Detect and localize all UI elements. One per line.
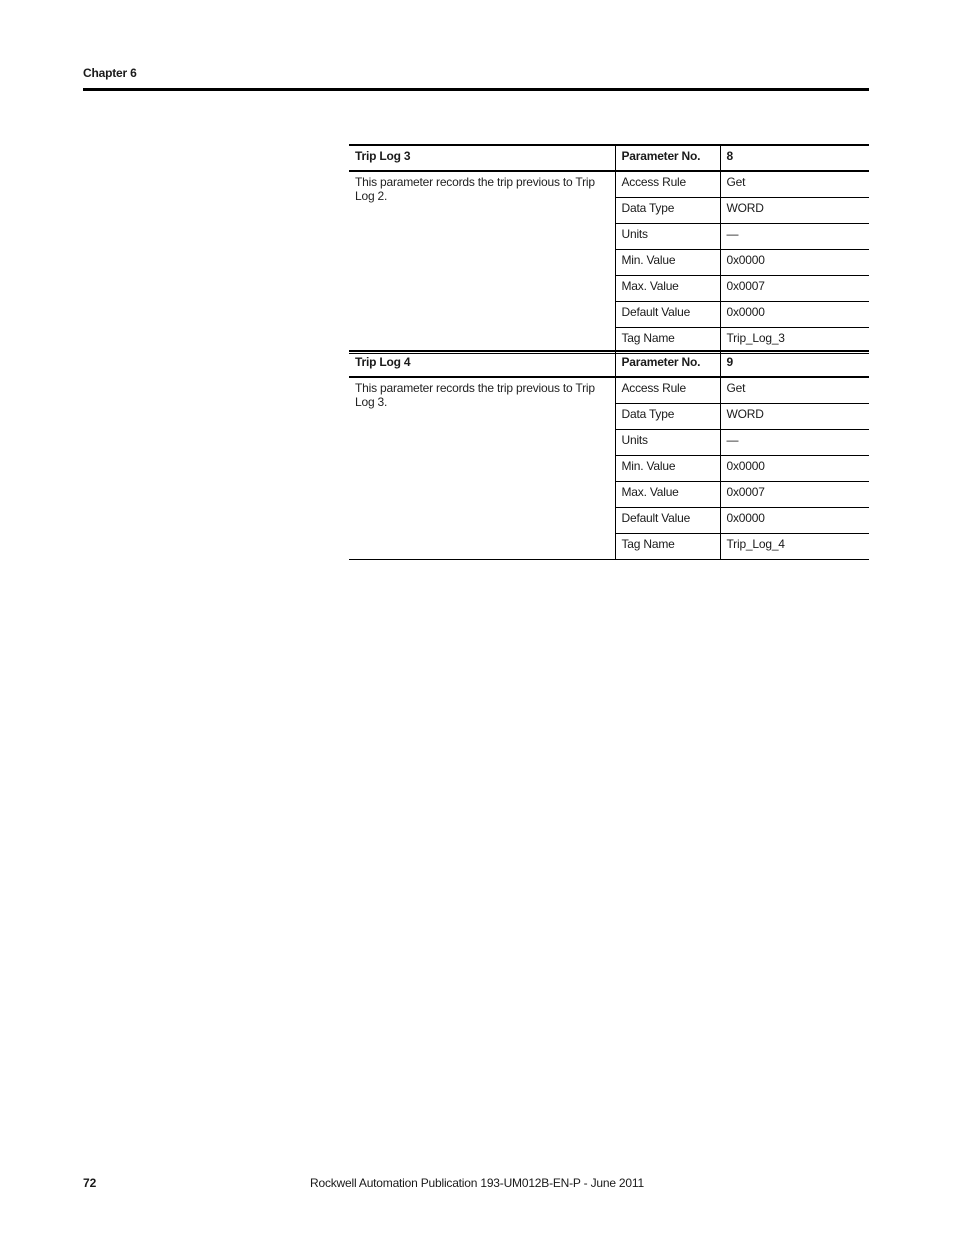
parameter-title: Trip Log 3	[349, 145, 615, 171]
row-value: WORD	[720, 198, 869, 224]
row-value: Trip_Log_4	[720, 534, 869, 560]
row-label: Tag Name	[615, 534, 720, 560]
row-label: Data Type	[615, 198, 720, 224]
row-label: Max. Value	[615, 482, 720, 508]
row-label: Access Rule	[615, 377, 720, 404]
row-value: Get	[720, 171, 869, 198]
row-value: 0x0000	[720, 456, 869, 482]
chapter-label: Chapter 6	[83, 66, 137, 80]
row-value: —	[720, 430, 869, 456]
table-row	[349, 171, 869, 198]
parameter-table-trip-log-3	[349, 144, 869, 354]
row-value: 0x0000	[720, 250, 869, 276]
row-label: Units	[615, 430, 720, 456]
parameter-number-label: Parameter No.	[615, 145, 720, 171]
row-label: Data Type	[615, 404, 720, 430]
row-label: Min. Value	[615, 250, 720, 276]
parameter-table-trip-log-4	[349, 350, 869, 560]
table-row	[349, 377, 869, 404]
row-label: Access Rule	[615, 171, 720, 198]
row-value: 0x0007	[720, 276, 869, 302]
row-value: 0x0007	[720, 482, 869, 508]
row-value: Trip_Log_3	[720, 328, 869, 354]
parameter-title: Trip Log 4	[349, 351, 615, 377]
row-value: WORD	[720, 404, 869, 430]
parameter-number: 9	[720, 351, 869, 377]
header-rule	[83, 88, 869, 91]
row-label: Min. Value	[615, 456, 720, 482]
publication-footer: Rockwell Automation Publication 193-UM012B-EN-P - June 2011	[310, 1176, 644, 1190]
table-header-row	[349, 351, 869, 377]
row-value: —	[720, 224, 869, 250]
row-label: Default Value	[615, 508, 720, 534]
row-label: Tag Name	[615, 328, 720, 354]
parameter-description: This parameter records the trip previous to Trip Log 2.	[349, 171, 615, 354]
row-value: Get	[720, 377, 869, 404]
row-label: Max. Value	[615, 276, 720, 302]
parameter-description: This parameter records the trip previous to Trip Log 3.	[349, 377, 615, 560]
table-header-row	[349, 145, 869, 171]
row-label: Default Value	[615, 302, 720, 328]
row-value: 0x0000	[720, 302, 869, 328]
row-value: 0x0000	[720, 508, 869, 534]
page-number: 72	[83, 1176, 97, 1190]
parameter-number: 8	[720, 145, 869, 171]
row-label: Units	[615, 224, 720, 250]
parameter-number-label: Parameter No.	[615, 351, 720, 377]
